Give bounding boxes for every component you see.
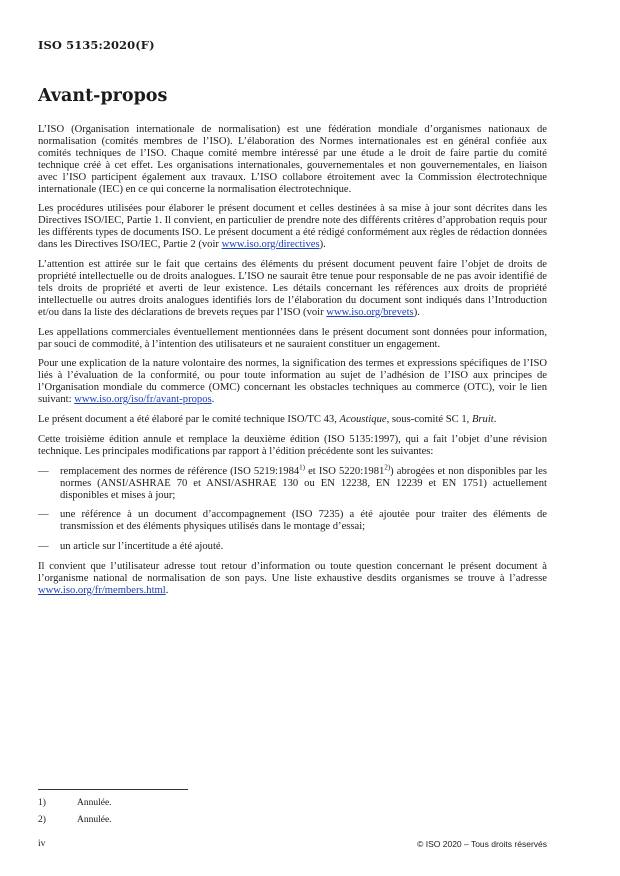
- subcommittee-name: Bruit: [471, 414, 494, 426]
- footnote-divider: [38, 789, 188, 790]
- paragraph-procedures: [38, 203, 547, 251]
- paragraph-feedback-text: Il convient que l’utilisateur adresse tout retour d’information ou toute question concernant le présent document à l’organisme national de normalisation de son pays. Une liste exhaustive desdits organismes se trouve à l’adresse: [38, 561, 547, 585]
- committee-text-before: Le présent document a été élaboré par le comité technique ISO/TC 43,: [38, 414, 340, 426]
- dash-marker: —: [38, 541, 49, 553]
- footnote-text: Annulée.: [77, 798, 112, 808]
- directives-link[interactable]: www.iso.org/directives: [221, 239, 320, 251]
- dash-marker: —: [38, 465, 49, 477]
- paragraph-iso-intro: L’ISO (Organisation internationale de normalisation) est une fédération mondiale d’organismes nationaux de normalisation (comités membres de l’ISO). L’élaboration des Normes internationales est en général confiée aux comités techniques de l’ISO. Chaque comité membre intéressé par une étude a le droit de faire partie du comité technique créé à cet effet. Les organisations internationales, gouvernementales et non gouvernementales, en liaison avec l’ISO participent également aux travaux. L’ISO collabore étroitement avec la Commission électrotechnique internationale (IEC) en ce qui concerne la normalisation électrotechnique.: [38, 124, 547, 195]
- footnote-item: [38, 797, 112, 809]
- list-item: [38, 463, 547, 502]
- list-item: [38, 541, 547, 553]
- copyright-notice: © ISO 2020 – Tous droits réservés: [417, 839, 547, 849]
- foreword-body: [38, 124, 547, 605]
- paragraph-voluntary-end: .: [211, 394, 215, 406]
- page-number: iv: [38, 839, 46, 849]
- footnotes: [38, 797, 112, 831]
- paragraph-procedures-end: ).: [319, 239, 326, 251]
- list-item-3-text: un article sur l’incertitude a été ajouté.: [60, 541, 224, 553]
- committee-name: Acoustique: [339, 414, 387, 426]
- paragraph-patents-end: ).: [413, 306, 420, 318]
- footnote-ref-2: 2): [384, 463, 391, 472]
- paragraph-feedback: [38, 561, 547, 597]
- list-item-1-b: et ISO 5220:1981: [305, 465, 385, 477]
- members-link[interactable]: www.iso.org/fr/members.html: [38, 585, 166, 596]
- paragraph-patents-text: L’attention est attirée sur le fait que certains des éléments du présent document peuvent faire l’objet de droits de propriété intellectuelle ou de droits analogues. L’ISO ne saurait être tenue pour responsable de ne pas avoir identifié de tels droits de propriété et averti de leur existence. Les détails concernant les références aux droits de propriété intellectuelle ou autres droits analogues identifiés lors de l’élaboration du document sont indiqués dans l’Introduction et/ou dans la liste des déclarations de brevets reçues par l’ISO (voir: [38, 259, 547, 318]
- footnote-item: [38, 814, 112, 826]
- committee-text-after: .: [493, 414, 497, 426]
- paragraph-edition: Cette troisième édition annule et remplace la deuxième édition (ISO 5135:1997), qui a fait l’objet d’une révision technique. Les principales modifications par rapport à l’édition précédente sont les suivantes:: [38, 433, 547, 457]
- committee-text-middle: , sous-comité SC 1,: [386, 414, 472, 426]
- paragraph-procedures-text: Les procédures utilisées pour élaborer le présent document et celles destinées à sa mise à jour sont décrites dans les Directives ISO/IEC, Partie 1. Il convient, en particulier de prendre note des différents critères d’approbation requis pour les différents types de documents ISO. Le présent document a été rédigé conformément aux règles de rédaction données dans les Directives ISO/IEC, Partie 2 (voir: [38, 203, 547, 251]
- list-item-2-text: une référence à un document d’accompagnement (ISO 7235) a été ajoutée pour traiter des éléments de transmission et des éléments physiques utilisés dans le montage d’essai;: [60, 509, 547, 533]
- foreword-link[interactable]: www.iso.org/iso/fr/avant-propos: [74, 394, 212, 406]
- paragraph-voluntary-text: Pour une explication de la nature volontaire des normes, la signification des termes et expressions spécifiques de l’ISO liés à l’évaluation de la conformité, ou pour toute information au sujet de l’adhésion de l’ISO aux principes de l’Organisation mondiale du commerce (OMC) concernant les obstacles techniques au commerce (OTC), voir le lien suivant:: [38, 358, 547, 406]
- paragraph-trade-names: Les appellations commerciales éventuellement mentionnées dans le présent document sont données pour information, par souci de commodité, à l’intention des utilisateurs et ne sauraient constituer un engagement.: [38, 326, 547, 350]
- footnote-ref-1: 1): [299, 463, 306, 472]
- list-item: [38, 509, 547, 533]
- dash-marker: —: [38, 509, 49, 521]
- document-code: ISO 5135:2020(F): [38, 38, 155, 52]
- paragraph-feedback-end: .: [165, 585, 169, 596]
- paragraph-voluntary-nature: [38, 358, 547, 406]
- footnote-number: 1): [38, 798, 46, 808]
- paragraph-committee: [38, 414, 547, 426]
- changes-list: [38, 463, 547, 553]
- patents-link[interactable]: www.iso.org/brevets: [326, 306, 414, 318]
- footnote-number: 2): [38, 815, 46, 825]
- paragraph-patents: [38, 259, 547, 319]
- footnote-text: Annulée.: [77, 815, 112, 825]
- list-item-1-a: remplacement des normes de référence (ISO 5219:1984: [60, 465, 300, 477]
- list-item-1-c: ) abrogées et non disponibles par les normes (ANSI/ASHRAE 70 et ANSI/ASHRAE 130 ou EN 12238, EN 12239 et EN 1751) actuellement disponibles et mises à jour;: [60, 465, 547, 501]
- page-title: Avant-propos: [38, 86, 168, 106]
